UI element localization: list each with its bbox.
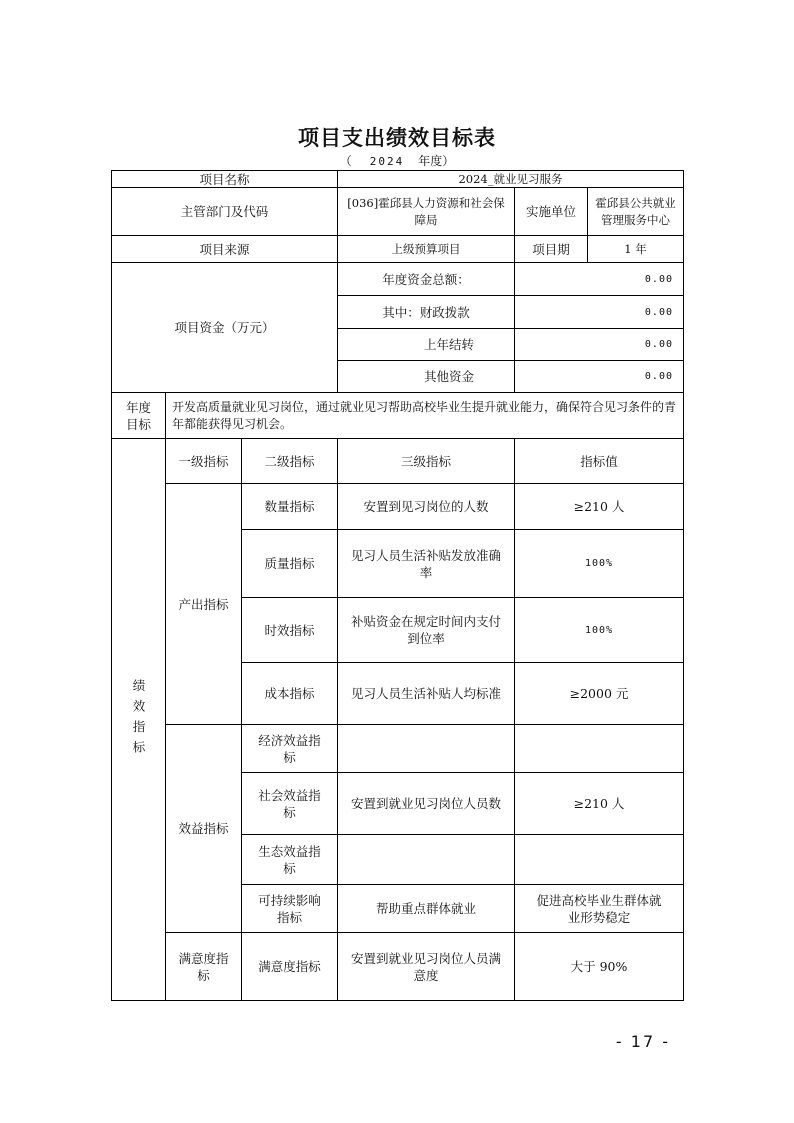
benefit-row-2-level3: 安置到就业见习岗位人员数	[337, 772, 515, 835]
page-title: 项目支出绩效目标表	[298, 126, 496, 150]
benefit-row-3-level3	[337, 834, 515, 885]
dept-label: 主管部门及代码	[111, 187, 338, 236]
benefit-row-4-value: 促进高校毕业生群体就业形势稳定	[514, 884, 684, 933]
source-value: 上级预算项目	[337, 235, 515, 263]
year-close: 年度）	[418, 154, 455, 168]
header-value: 指标值	[514, 438, 684, 484]
indicators-section-label	[111, 438, 166, 1001]
indicators-section-text: 绩效指标	[131, 678, 146, 761]
year-line	[0, 152, 794, 169]
benefit-row-2-value: ≥210 人	[514, 772, 684, 835]
output-indicators-label: 产出指标	[165, 483, 242, 725]
funds-total-label: 年度资金总额：	[337, 262, 515, 296]
benefit-row-4-level2: 可持续影响指标	[241, 884, 338, 933]
funds-total-value: 0.00	[514, 262, 684, 296]
source-label: 项目来源	[111, 235, 338, 263]
output-row-3-value: 100%	[514, 597, 684, 663]
benefit-row-2-level2: 社会效益指标	[241, 772, 338, 835]
goal-label: 年度目标	[111, 392, 166, 439]
satisfaction-row-1-value: 大于 90%	[514, 932, 684, 1001]
satisfaction-row-1-level2: 满意度指标	[241, 932, 338, 1001]
project-name-value: 2024_就业见习服务	[337, 170, 684, 188]
output-row-1-level2: 数量指标	[241, 483, 338, 530]
output-row-2-value: 100%	[514, 529, 684, 598]
goal-text: 开发高质量就业见习岗位，通过就业见习帮助高校毕业生提升就业能力，确保符合见习条件的青年都能获得见习机会。	[165, 392, 684, 439]
satisfaction-indicators-label: 满意度指标	[165, 932, 242, 1001]
output-row-4-level3: 见习人员生活补贴人均标准	[337, 662, 515, 725]
output-row-4-level2: 成本指标	[241, 662, 338, 725]
funds-other-value: 0.00	[514, 360, 684, 393]
year-open: （	[339, 154, 352, 168]
impl-unit-label: 实施单位	[514, 187, 588, 236]
benefit-row-1-value	[514, 724, 684, 773]
output-row-4-value: ≥2000 元	[514, 662, 684, 725]
output-row-3-level2: 时效指标	[241, 597, 338, 663]
output-row-2-level2: 质量指标	[241, 529, 338, 598]
period-label: 项目期	[514, 235, 588, 263]
header-level1: 一级指标	[165, 438, 242, 484]
funds-fiscal-label: 其中：财政拨款	[337, 295, 515, 329]
period-value: 1 年	[587, 235, 684, 263]
benefit-row-1-level2: 经济效益指标	[241, 724, 338, 773]
satisfaction-row-1-level3: 安置到就业见习岗位人员满意度	[337, 932, 515, 1001]
header-level3: 三级指标	[337, 438, 515, 484]
header-level2: 二级指标	[241, 438, 338, 484]
impl-unit-value: 霍邱县公共就业管理服务中心	[587, 187, 684, 236]
benefit-row-4-level3: 帮助重点群体就业	[337, 884, 515, 933]
benefit-row-3-value	[514, 834, 684, 885]
year-value: 2024	[369, 155, 405, 168]
benefit-row-3-level2: 生态效益指标	[241, 834, 338, 885]
dept-value: [036]霍邱县人力资源和社会保障局	[337, 187, 515, 236]
output-row-2-level3: 见习人员生活补贴发放准确率	[337, 529, 515, 598]
output-row-3-level3: 补贴资金在规定时间内支付到位率	[337, 597, 515, 663]
funds-carry-value: 0.00	[514, 328, 684, 361]
funds-carry-label: 上年结转	[337, 328, 515, 361]
funds-label: 项目资金（万元）	[111, 262, 338, 393]
output-row-1-value: ≥210 人	[514, 483, 684, 530]
funds-other-label: 其他资金	[337, 360, 515, 393]
benefit-row-1-level3	[337, 724, 515, 773]
page-number: - 17 -	[615, 1032, 670, 1051]
benefit-indicators-label: 效益指标	[165, 724, 242, 933]
output-row-1-level3: 安置到见习岗位的人数	[337, 483, 515, 530]
funds-fiscal-value: 0.00	[514, 295, 684, 329]
project-name-label: 项目名称	[111, 170, 338, 188]
